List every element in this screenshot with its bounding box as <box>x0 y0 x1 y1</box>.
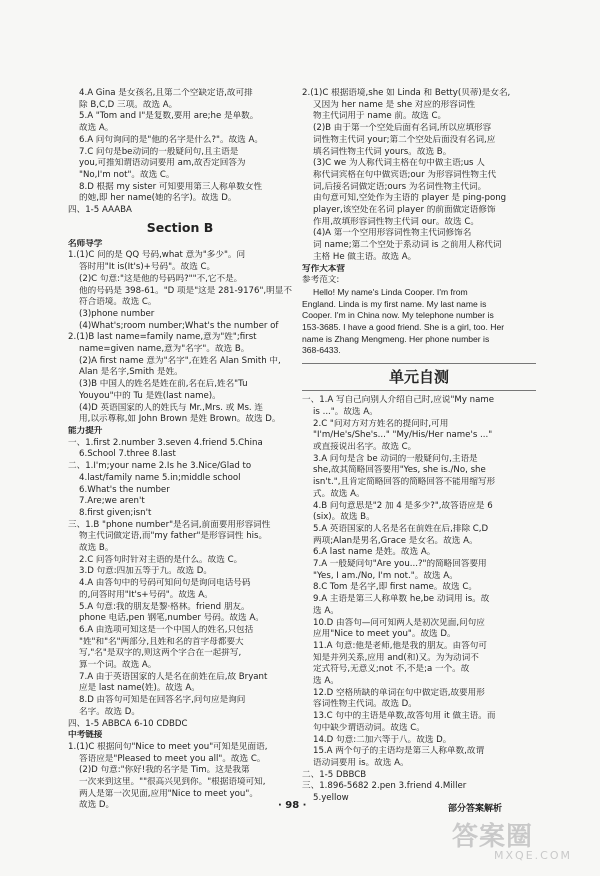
text-line: Section B <box>146 219 214 235</box>
text-line: 句中缺少谓语动词。故选 C。 <box>313 722 425 733</box>
text-line: 定式符号,无意义;not 不,不是;a 一个。故 <box>313 664 470 675</box>
text-line: 的,问答时用"It's+号码"。故选 A。 <box>79 589 213 600</box>
text-line: 答语应是"Pleased to meet you all"。故选 C。 <box>79 753 266 764</box>
text-line: 两人是第一次见面,应用"Nice to meet you"。 <box>79 788 258 799</box>
text-line: 能力提升 <box>68 425 103 436</box>
right-column <box>302 88 536 805</box>
text-line: 14.D 句意:二加六等于八。故选 D。 <box>313 734 452 745</box>
text-line: 8.first given;isn't <box>79 507 152 518</box>
text-line: Hello! My name's Linda Cooper. I'm from <box>313 286 468 297</box>
text-line: 作用,故填形容词性物主代词 our。故选 C。 <box>313 216 479 227</box>
text-line: 写,"名"是双字的,则这两个字合在一起拼写, <box>79 648 242 659</box>
text-line: (4)D 英语国家的人的姓氏与 Mr.,Mrs. 或 Ms. 连 <box>79 402 263 413</box>
text-line: 名字。故选 D。 <box>79 706 140 717</box>
text-line: 6.A last name 是姓。故选 A。 <box>313 547 436 558</box>
text-line: 单元自测 <box>302 363 536 391</box>
text-line: 三、1.B "phone number"是名词,前面要用形容词性 <box>68 519 271 530</box>
text-line: 6.School 7.three 8.last <box>79 449 176 460</box>
text-line: 1.(1)C 根据问句"Nice to meet you"可知是见面语, <box>68 741 268 752</box>
text-line: (2)D 句意:"你好!我的名字是 Tim。这是我第 <box>79 765 250 776</box>
text-line: 7.A 一般疑问句"Are you...?"的简略回答要用 <box>313 559 487 570</box>
left-column <box>68 88 292 812</box>
text-line: (3)C we 为人称代词主格在句中做主语;us 人 <box>313 158 485 169</box>
text-line: Youyou"中的 Tu 是姓(last name)。 <box>79 390 221 401</box>
text-line: 填名词性物主代词 yours。故选 B。 <box>313 146 452 157</box>
text-line: 用,以示尊称,如 John Brown 是姓 Brown。故选 D。 <box>79 414 281 425</box>
text-line: 2.(1)C 根据语境,she 如 Linda 和 Betty(贝蒂)是女名, <box>302 88 511 98</box>
text-line: 3.A 问句是含 be 动词的一般疑问句,主语是 <box>313 453 478 464</box>
text-line: name=given name,意为"名字"。故选 B。 <box>79 344 250 355</box>
text-line: Alan 是名字,Smith 是姓。 <box>79 367 183 378</box>
text-line: 他的号码是 398-61。"D 项是"这是 281-9176",明显不 <box>79 285 292 296</box>
text-line: 故选 D。 <box>79 800 115 811</box>
text-line: 四、1-5 AAABA <box>68 205 132 216</box>
text-line: 符合语境。故选 C。 <box>79 297 157 308</box>
text-line: 3.D 句意:四加五等于九。故选 D。 <box>79 566 212 577</box>
text-line: 11.A 句意:他是老师,他是我的朋友。由答句可 <box>313 640 487 651</box>
text-line: 名师导学 <box>68 238 103 249</box>
text-line: 或直接说出名字。故选 C。 <box>313 441 417 452</box>
text-line: 写作大本营 <box>302 263 345 274</box>
text-line: 算一个词。故选 A。 <box>79 660 157 671</box>
text-line: 由句意可知,空处作为主语的 player 是 ping-pong <box>313 193 507 204</box>
text-line: (2)B 由于第一个空处后面有名词,所以应填形容 <box>313 123 492 134</box>
text-line: 2.C 问答句时针对主语的是什么。故选 C。 <box>79 554 243 565</box>
text-line: 153-3685. I have a good friend. She is a girl, too. Her <box>302 322 505 333</box>
text-line: 四、1-5 ABBCA 6-10 CDBDC <box>68 718 188 729</box>
text-line: 故选 B。 <box>79 543 114 554</box>
text-line: 的她,即 her name(她的名字)。故选 D。 <box>79 193 237 204</box>
text-line: 一、1.A 写自己向别人介绍自己时,应说"My name <box>302 395 495 406</box>
text-line: "I'm/He's/She's..." "My/His/Her name's ..." <box>313 430 493 441</box>
text-line: 词,后接名词做定语;ours 为名词性物主代词。 <box>313 181 487 192</box>
text-line: "Yes, I am./No, I'm not."。故选 A。 <box>313 570 458 581</box>
text-line: 一、1.first 2.number 3.seven 4.friend 5.China <box>68 437 263 448</box>
text-line: 10.D 由答句—问可知两人是初次见面,问句应 <box>313 617 485 628</box>
watermark-main: 答案圈 <box>452 822 534 852</box>
text-line: 语动词要用 is。故选 A。 <box>313 757 409 768</box>
text-line: 两项;Alan是男名,Grace 是女名。故选 A。 <box>313 535 478 546</box>
text-line: England. Linda is my first name. My last name is <box>302 298 487 309</box>
text-line: she,故其简略回答要用"Yes, she is./No, she <box>313 465 486 476</box>
text-line: (3)phone number <box>79 308 155 319</box>
text-line: 8.D 由答句可知是在回答名字,问句应是询问 <box>79 695 246 706</box>
watermark-logo <box>452 816 572 862</box>
text-line: 参考范文: <box>302 275 340 286</box>
text-line: 应是 last name(姓)。故选 A。 <box>79 683 200 694</box>
text-line: player,该空处在名词 player 的前面做定语修饰 <box>313 205 496 216</box>
text-line: 物主代词做定语,而"my father"是形容词性 his。 <box>79 531 268 542</box>
text-line: name is Zhang Mengmeng. Her phone number is <box>302 333 490 344</box>
text-line: 称代词宾格在句中做宾语;our 为形容词性物主代 <box>313 169 497 180</box>
text-line: 中考链接 <box>68 730 103 741</box>
text-line: 4.last/family name 5.in;middle school <box>79 472 241 483</box>
text-line: isn't.",且肯定简略回答的简略回答不能用缩写形 <box>313 477 496 488</box>
text-line: 二、1-5 DBBCB <box>302 769 367 780</box>
text-line: 15.A 两个句子的主语均是第三人称单数,故谓 <box>313 746 485 757</box>
text-line: (4)What's;room number;What's the number of <box>79 320 279 331</box>
text-line: 1.(1)C 问的是 QQ 号码,what 意为"多少"。问 <box>68 250 246 261</box>
text-line: 9.A 主语是第三人称单数 he,be 动词用 is。故 <box>313 594 490 605</box>
text-line: 5.A 句意:我的朋友是黎·格林。friend 朋友。 <box>79 601 250 612</box>
text-line: 4.A Gina 是女孩名,且第二个空缺定语,故可排 <box>79 88 253 98</box>
text-line: 应用"Nice to meet you"。故选 D。 <box>313 629 456 640</box>
text-line: 知是并列关系,应用 and(和)又。为为动词不 <box>313 652 479 663</box>
text-line: 5.A "Tom and I"是复数,要用 are;he 是单数。 <box>79 111 259 122</box>
text-line: (six)。故选 B。 <box>313 512 375 523</box>
text-line: 5.A 英语国家的人名是名在前姓在后,排除 C,D <box>313 523 489 534</box>
text-line: 一次来到这里。""很高兴见到你。"根据语境可知, <box>79 777 266 788</box>
text-line: 368-6433. <box>302 345 341 356</box>
text-line: "No,I'm not"。故选 C。 <box>79 169 175 180</box>
text-line: is ..."。故选 A。 <box>313 406 378 417</box>
text-line: 物主代词用于 name 前。故选 C。 <box>313 111 447 122</box>
text-line: 主格 He 做主语。故选 A。 <box>313 251 417 262</box>
text-line: 8.C Tom 是名字,即 first name。故选 C。 <box>313 582 477 593</box>
text-line: 词 name;第二个空处于系动词 is 之前用人称代词 <box>313 240 502 251</box>
text-line: 故选 A。 <box>79 123 114 134</box>
text-line: 词性物主代词 your;第二个空处后面没有名词,应 <box>313 134 496 145</box>
text-line: 又因为 her name 是 she 对应的形容词性 <box>313 99 476 110</box>
text-line: phone 电话,pen 钢笔,number 号码。故选 A。 <box>79 613 264 624</box>
text-line: 选 A。 <box>313 605 339 616</box>
watermark-sub: MXQE.COM <box>494 849 572 862</box>
text-line: 4.B 问句意思是"2 加 4 是多少?",故答语应是 6 <box>313 500 493 511</box>
text-line: 6.A 问句询问的是"他的名字是什么?"。故选 A。 <box>79 134 263 145</box>
text-line: 8.D 根据 my sister 可知要用第三人称单数女性 <box>79 181 263 192</box>
text-line: 12.D 空格所缺的单词在句中做定语,故要用形 <box>313 687 485 698</box>
page-number: · 98 · <box>278 800 307 811</box>
text-line: Cooper. I'm in China now. My telephone number is <box>302 310 494 321</box>
text-line: "姓"和"名"两部分,且姓和名的首字母都要大 <box>79 636 244 647</box>
text-line: 7.A 由于英语国家的人是名在前姓在后,故 Bryant <box>79 671 268 682</box>
text-line: 选 A。 <box>313 676 339 687</box>
text-line: 4.A 由答句中的号码可知问句是询问电话号码 <box>79 578 251 589</box>
text-line: (2)A first name 意为"名字",在姓名 Alan Smith 中, <box>79 355 281 366</box>
text-line: you,可推知谓语动词要用 am,故否定回答为 <box>79 158 246 169</box>
footer-label: 部分答案解析 <box>448 804 503 814</box>
text-line: 7.Are;we aren't <box>79 496 145 507</box>
text-line: 除 B,C,D 三项。故选 A。 <box>79 99 178 110</box>
text-line: 6.A 由选项可知这是一个中国人的姓名,只包括 <box>79 624 254 635</box>
text-line: 5.yellow <box>313 793 349 804</box>
text-line: 三、1.896-5682 2.pen 3.friend 4.Miller <box>302 781 467 792</box>
text-line: 2.(1)B last name=family name,意为"姓";first <box>68 332 257 343</box>
text-line: 6.What's the number <box>79 484 170 495</box>
text-line: (2)C 句意:"这是他的号码吗?""不,它不是。 <box>79 273 243 284</box>
text-line: 二、1.I'm;your name 2.Is he 3.Nice/Glad to <box>68 461 252 472</box>
text-line: 容词性物主代词。故选 D。 <box>313 699 417 710</box>
text-line: 2.C "问对方对方姓名的提问时,可用 <box>313 418 449 429</box>
text-line: 式。故选 A。 <box>313 488 365 499</box>
text-line: (3)B 中国人的姓名是姓在前,名在后,姓名"Tu <box>79 379 248 390</box>
text-line: 答时用"It is(It's)+号码"。故选 C。 <box>79 262 216 273</box>
text-line: (4)A 第一个空用形容词性物主代词修饰名 <box>313 228 472 239</box>
text-line: 13.C 句中的主语是单数,故答句用 it 做主语。而 <box>313 711 496 722</box>
text-line: 7.C 问句是be动词的一般疑问句,且主语是 <box>79 146 239 157</box>
